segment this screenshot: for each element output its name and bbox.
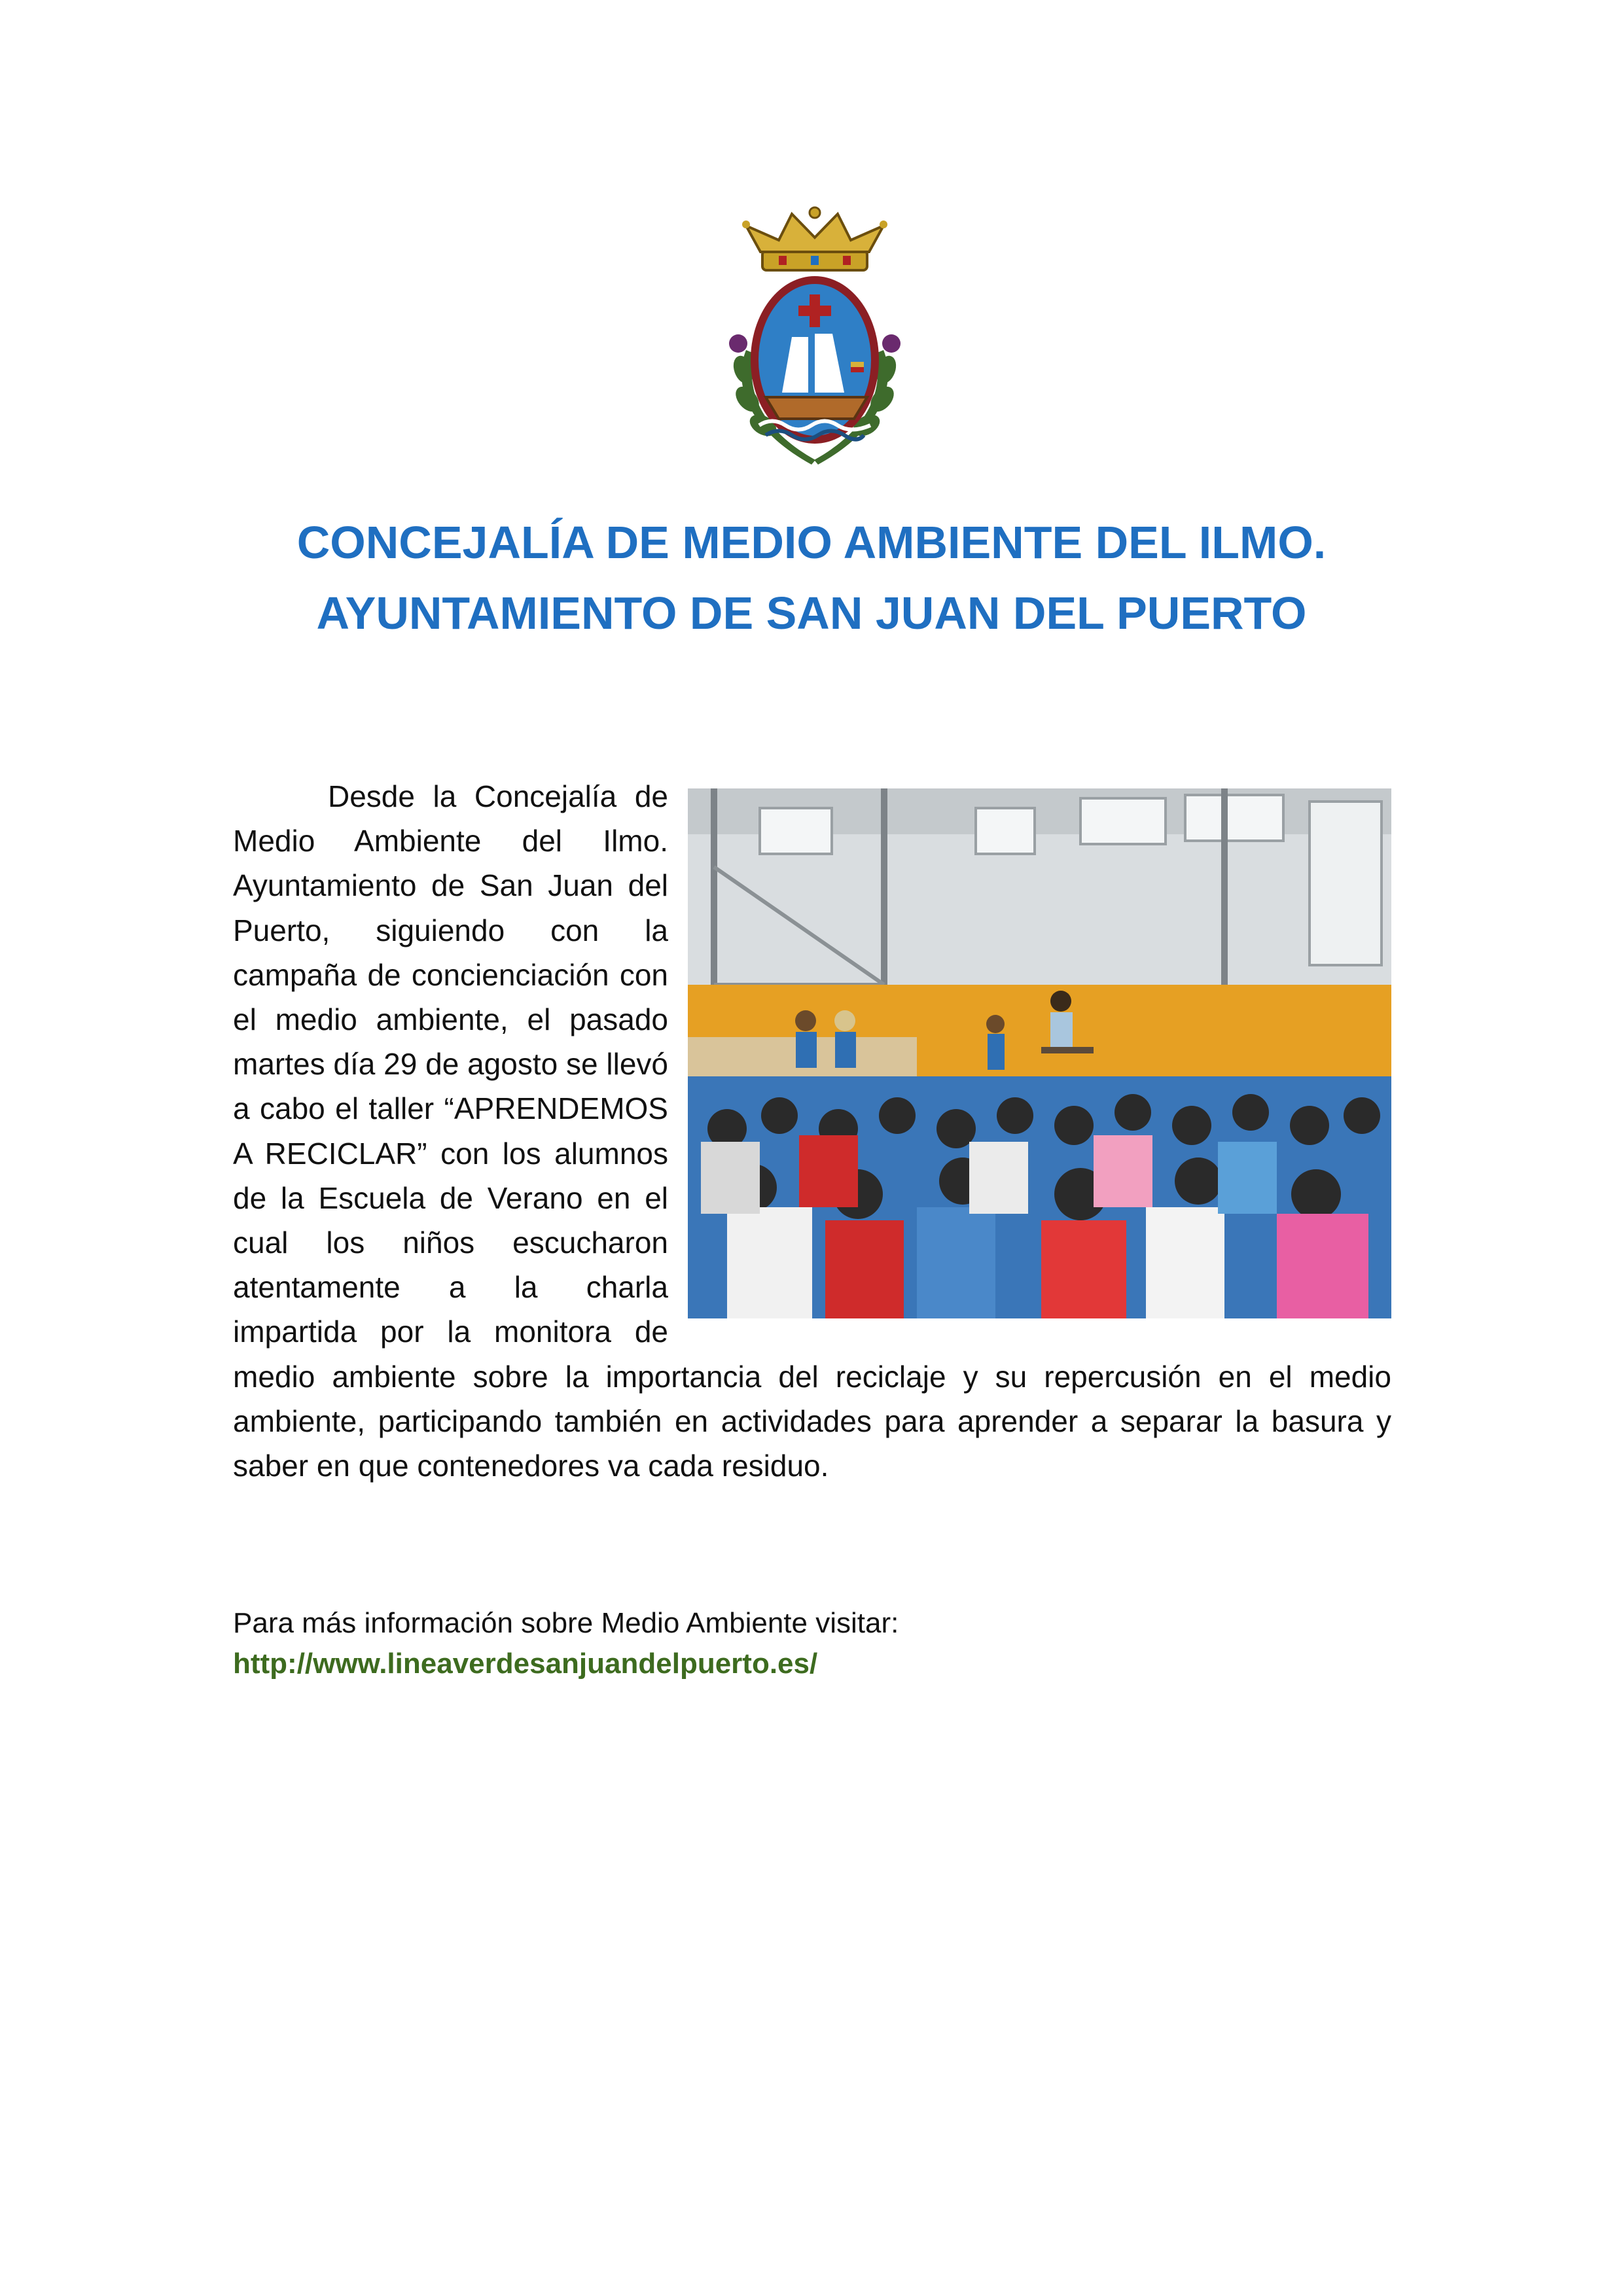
- page-title-line-1: CONCEJALÍA DE MEDIO AMBIENTE DEL ILMO.: [296, 517, 1327, 568]
- workshop-photo: [688, 788, 1391, 1318]
- coat-of-arms-icon: [720, 206, 910, 471]
- article-paragraph: Desde la Concejalía de Medio Ambiente del Ilmo. Ayuntamiento de San Juan del Puerto, siguiendo con la campaña de concienciación con el medio ambiente, el pasado martes día 29 de agosto se llevó a cabo el taller “APRENDEMOS A RECICLAR” con los alumnos de la Escuela de Verano en el cual los niños escucharon atentamente a la charla impartida por la monitora de medio ambiente sobre la importancia del reciclaje y su repercusión en el medio ambiente, participando también en actividades para aprender a separar la basura y saber en que contenedores va cada residuo.: [233, 779, 1391, 1483]
- crown-icon: [742, 207, 887, 270]
- page-title-line-2: AYUNTAMIENTO DE SAN JUAN DEL PUERTO: [316, 588, 1307, 639]
- article-body: [233, 774, 1391, 1488]
- website-link[interactable]: http://www.lineaverdesanjuandelpuerto.es/: [233, 1648, 818, 1680]
- more-info-label: Para más información sobre Medio Ambiente visitar:: [233, 1607, 899, 1639]
- page-title: [131, 507, 1492, 648]
